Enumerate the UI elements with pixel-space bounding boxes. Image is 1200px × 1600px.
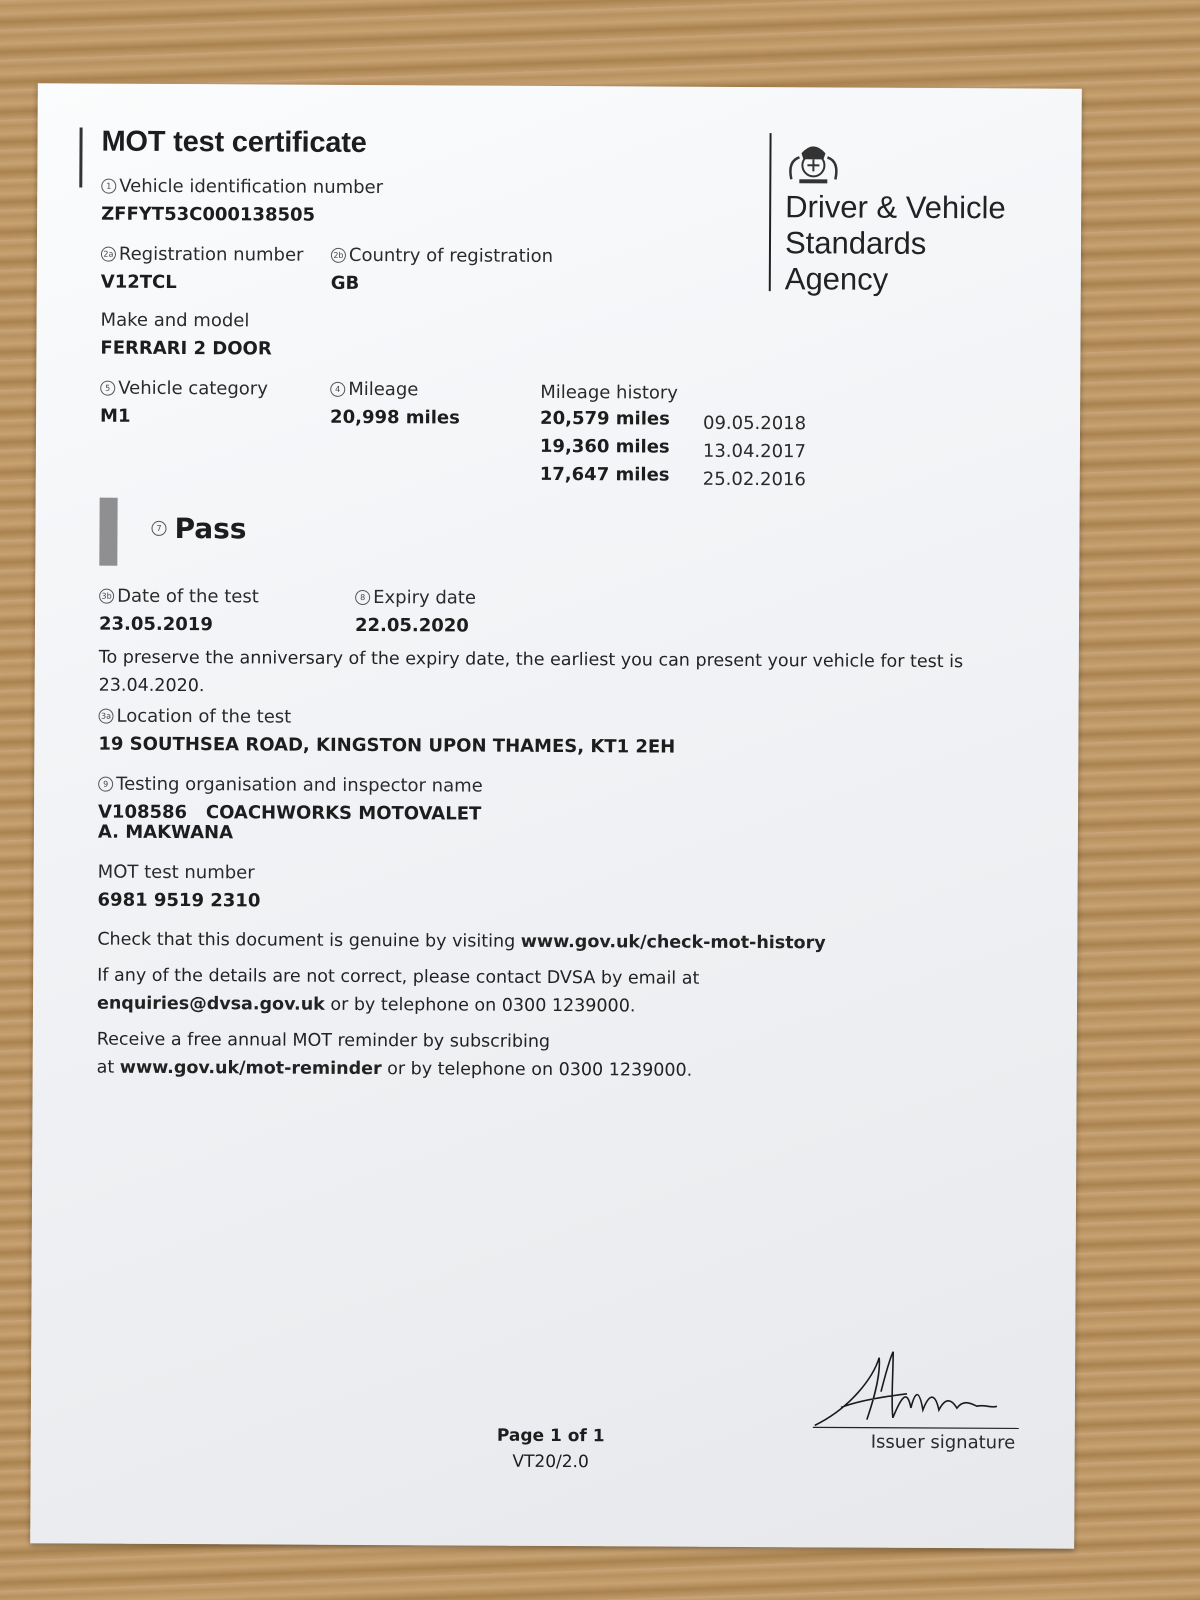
mileage-history-row	[540, 436, 840, 466]
location-label	[98, 706, 291, 728]
category-label	[100, 378, 268, 400]
mileage-value: 20,998 miles	[330, 406, 460, 429]
registration-label-text: Registration number	[118, 243, 304, 266]
reminder-line1: Receive a free annual MOT reminder by subscribing	[96, 1029, 551, 1052]
mileage-history-label: Mileage history	[540, 381, 679, 404]
history-miles: 17,647 miles	[539, 463, 670, 486]
field-number: 7	[151, 521, 166, 536]
history-date: 09.05.2018	[703, 412, 807, 434]
royal-crest-icon	[783, 135, 843, 185]
result-bar	[99, 498, 117, 566]
form-code: VT20/2.0	[512, 1451, 589, 1473]
result-status	[151, 512, 246, 545]
mileage-history-row	[540, 408, 840, 438]
expiry-date-label-text: Expiry date	[373, 587, 477, 609]
title-rule	[79, 127, 82, 187]
test-date-label	[99, 586, 259, 608]
field-number: 9	[98, 777, 113, 792]
vin-label-text: Vehicle identification number	[119, 175, 384, 199]
agency-name-line1: Driver & Vehicle	[785, 189, 1006, 226]
test-number-value: 6981 9519 2310	[97, 889, 261, 912]
history-date: 25.02.2016	[702, 468, 806, 490]
make-model-label: Make and model	[100, 309, 250, 332]
history-miles: 20,579 miles	[540, 407, 670, 430]
mileage-label	[330, 379, 418, 400]
anniversary-note-line1: To preserve the anniversary of the expiry date, the earliest you can present your vehicle for test is	[98, 647, 964, 673]
contact-text	[97, 962, 699, 1021]
country-label-text: Country of registration	[348, 244, 554, 267]
field-number: 8	[355, 590, 370, 605]
history-date: 13.04.2017	[702, 440, 807, 462]
page-number: Page 1 of 1	[496, 1425, 605, 1447]
registration-value: V12TCL	[100, 271, 177, 294]
contact-phone: or by telephone on 0300 1239000.	[324, 994, 636, 1017]
location-label-text: Location of the test	[116, 705, 292, 728]
mileage-history-row	[540, 464, 840, 494]
show-through-texture	[507, 226, 512, 248]
field-number: 5	[100, 381, 115, 396]
issuer-signature-label: Issuer signature	[870, 1431, 1016, 1454]
organisation-label	[98, 774, 483, 797]
check-mot-history-link[interactable]: www.gov.uk/check-mot-history	[520, 931, 826, 954]
category-label-text: Vehicle category	[118, 377, 268, 400]
organisation-label-text: Testing organisation and inspector name	[116, 773, 483, 797]
agency-name-line3: Agency	[784, 261, 889, 297]
result-status-text: Pass	[174, 511, 247, 546]
reminder-prefix: at	[96, 1057, 120, 1078]
contact-line1: If any of the details are not correct, please contact DVSA by email at	[97, 965, 700, 989]
vin-label	[101, 176, 383, 198]
mileage-history-list	[540, 408, 840, 494]
reminder-text	[97, 1026, 693, 1085]
field-number: 2b	[331, 248, 346, 263]
check-genuine-prefix: Check that this document is genuine by visiting	[97, 929, 521, 952]
expiry-date-label	[355, 587, 476, 609]
page-title: MOT test certificate	[101, 125, 367, 159]
contact-line2	[97, 990, 699, 1021]
test-date-value: 23.05.2019	[98, 613, 213, 636]
contact-email-link[interactable]: enquiries@dvsa.gov.uk	[96, 993, 325, 1015]
test-number-label: MOT test number	[97, 861, 255, 884]
make-model-value: FERRARI 2 DOOR	[100, 337, 272, 360]
check-genuine-text	[97, 926, 825, 958]
vin-value: ZFFYT53C000138505	[101, 203, 316, 226]
mot-reminder-link[interactable]: www.gov.uk/mot-reminder	[119, 1057, 382, 1080]
organisation-line1: V108586 COACHWORKS MOTOVALET	[97, 801, 482, 825]
expiry-date-value: 22.05.2020	[354, 614, 469, 637]
organisation-line2: A. MAKWANA	[97, 821, 234, 844]
registration-label	[101, 244, 304, 266]
history-miles: 19,360 miles	[539, 435, 670, 458]
reminder-line2	[97, 1054, 693, 1085]
field-number: 1	[101, 179, 116, 194]
mileage-label-text: Mileage	[348, 378, 419, 401]
test-date-label-text: Date of the test	[117, 585, 259, 608]
field-number: 3b	[99, 589, 114, 604]
reminder-phone: or by telephone on 0300 1239000.	[381, 1059, 693, 1081]
country-value: GB	[330, 272, 360, 294]
field-number: 3a	[98, 709, 113, 724]
anniversary-note	[99, 644, 999, 705]
page-footer	[451, 1425, 651, 1472]
country-label	[331, 245, 553, 267]
anniversary-note-line2: 23.04.2020.	[98, 675, 205, 697]
location-value: 19 SOUTHSEA ROAD, KINGSTON UPON THAMES, KT1 2EH	[98, 733, 676, 758]
logo-divider	[769, 133, 772, 291]
field-number: 2a	[101, 247, 116, 262]
issuer-signature-icon	[811, 1347, 1021, 1432]
agency-name-line2: Standards	[784, 225, 927, 261]
field-number: 4	[330, 382, 345, 397]
agency-name	[785, 189, 1006, 298]
certificate-page	[30, 83, 1082, 1548]
dvsa-logo	[769, 133, 1050, 297]
category-value: M1	[100, 405, 131, 427]
